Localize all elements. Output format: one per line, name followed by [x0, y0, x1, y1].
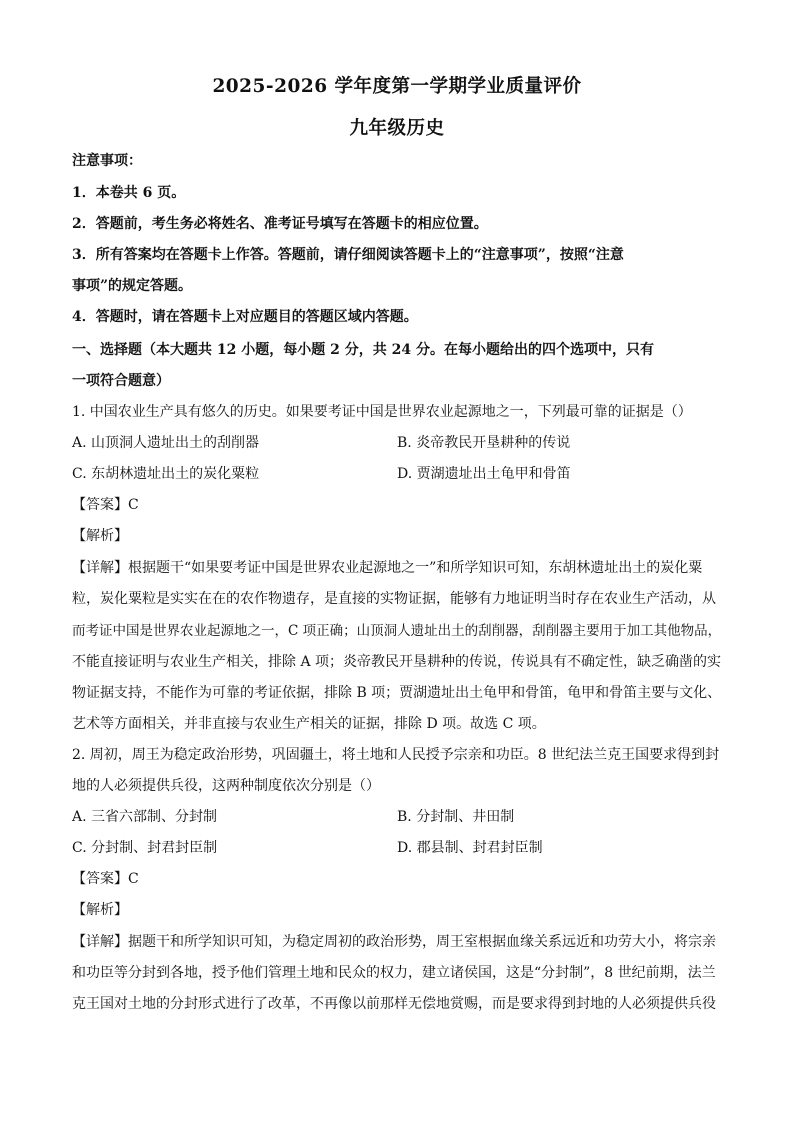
- notice-item-1: 1．本卷共 6 页。: [72, 185, 186, 201]
- notice-item-4: 4．答题时，请在答题卡上对应题目的答题区域内答题。: [72, 309, 418, 325]
- question-2-detail-line: 克王国对土地的分封形式进行了改革，不再像以前那样无偿地赏赐，而是要求得到封地的人必须提供兵役: [72, 996, 716, 1012]
- notice-item-3-cont: 事项”的规定答题。: [72, 278, 193, 294]
- question-1-stem: 1. 中国农业生产具有悠久的历史。如果要考证中国是世界农业起源地之一，下列最可靠的证据是（）: [72, 404, 692, 420]
- question-2-detail-line: 和功臣等分封到各地，授予他们管理土地和民众的权力，建立诸侯国，这是“分封制”，8 世纪前期，法兰: [72, 965, 716, 981]
- question-1-answer: 【答案】C: [72, 497, 139, 513]
- question-1-detail-line: 艺术等方面相关，并非直接与农业生产相关的证据，排除 D 项。故选 C 项。: [72, 716, 546, 732]
- section-heading-cont: 一项符合题意）: [72, 373, 170, 389]
- question-1-option-c: C. 东胡林遗址出土的炭化粟粒: [72, 466, 260, 482]
- notice-item-3: 3．所有答案均在答题卡上作答。答题前，请仔细阅读答题卡上的“注意事项”，按照“注意: [72, 247, 624, 263]
- question-2-detail-line: 【详解】据题干和所学知识可知，为稳定周初的政治形势，周王室根据血缘关系远近和功劳大小，将宗亲: [72, 934, 716, 950]
- question-1-option-d: D. 贾湖遗址出土龟甲和骨笛: [397, 466, 571, 482]
- question-2-stem: 2. 周初，周王为稳定政治形势，巩固疆土，将土地和人民授予宗亲和功臣。8 世纪法兰克王国要求得到封: [72, 747, 720, 763]
- exam-title: 2025-2026 学年度第一学期学业质量评价: [212, 76, 582, 97]
- question-1-detail-line: 粒，炭化粟粒是实实在在的农作物遗存，是直接的实物证据，能够有力地证明当时存在农业生产活动，从: [72, 591, 716, 607]
- question-2-option-d: D. 郡县制、封君封臣制: [397, 840, 543, 856]
- question-1-analysis-label: 【解析】: [72, 528, 128, 544]
- question-2-stem-cont: 地的人必须提供兵役，这两种制度依次分别是（）: [72, 778, 380, 794]
- question-2-answer: 【答案】C: [72, 871, 139, 887]
- question-2-option-a: A. 三省六部制、分封制: [72, 809, 218, 825]
- question-2-analysis-label: 【解析】: [72, 902, 128, 918]
- exam-subtitle: 九年级历史: [349, 118, 445, 139]
- question-1-option-b: B. 炎帝教民开垦耕种的传说: [397, 435, 571, 451]
- question-2-option-c: C. 分封制、封君封臣制: [72, 840, 218, 856]
- notice-item-2: 2．答题前，考生务必将姓名、准考证号填写在答题卡的相应位置。: [72, 216, 488, 232]
- question-1-detail-line: 【详解】根据题干“如果要考证中国是世界农业起源地之一”和所学知识可知，东胡林遗址出土的炭化粟: [72, 560, 703, 576]
- question-1-detail-line: 物证据支持，不能作为可靠的考证依据，排除 B 项；贾湖遗址出土龟甲和骨笛，龟甲和骨笛主要与文化、: [72, 685, 722, 701]
- question-1-option-a: A. 山顶洞人遗址出土的刮削器: [72, 435, 260, 451]
- notice-heading: 注意事项：: [72, 153, 142, 169]
- question-1-detail-line: 而考证中国是世界农业起源地之一，C 项正确；山顶洞人遗址出土的刮削器，刮削器主要用于加工其他物品，: [72, 623, 722, 639]
- question-1-detail-line: 不能直接证明与农业生产相关，排除 A 项；炎帝教民开垦耕种的传说，传说具有不确定性，缺乏确凿的实: [72, 654, 722, 670]
- question-2-option-b: B. 分封制、井田制: [397, 809, 515, 825]
- section-heading: 一、选择题（本大题共 12 小题，每小题 2 分，共 24 分。在每小题给出的四个选项中，只有: [72, 342, 654, 358]
